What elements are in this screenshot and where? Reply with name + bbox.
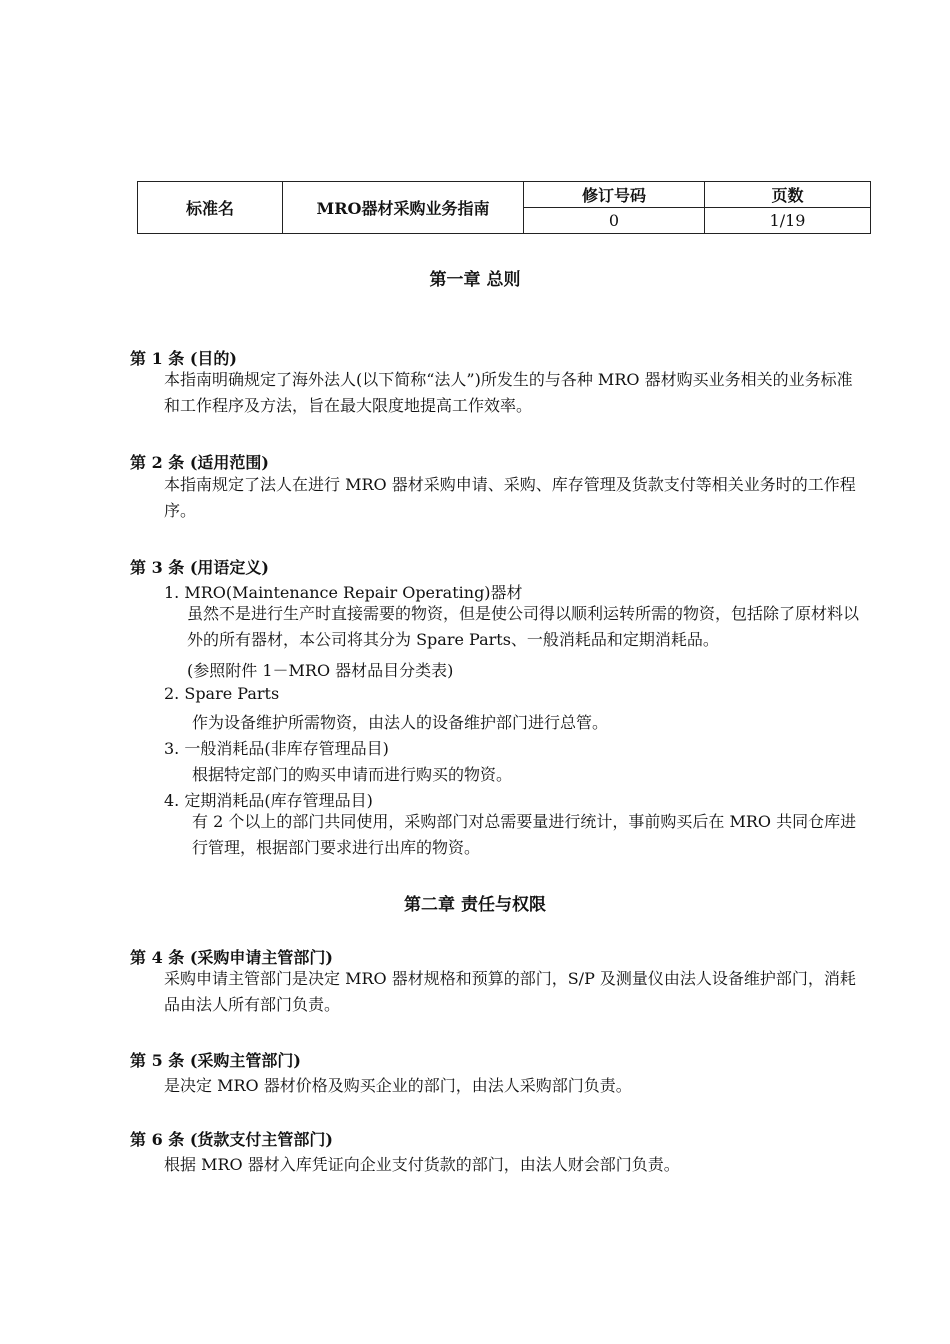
standard-name-value: MRO器材采购业务指南 (283, 182, 524, 234)
definition4-body: 有 2 个以上的部门共同使用，采购部门对总需要量进行统计，事前购买后在 MRO 共同仓库进行管理，根据部门要求进行出库的物资。 (192, 812, 857, 857)
article4-title: 第 4 条 (采购申请主管部门) (130, 948, 333, 967)
page-value: 1/19 (705, 208, 871, 234)
definition4-heading: 4. 定期消耗品(库存管理品目) (164, 791, 373, 810)
article4-body: 采购申请主管部门是决定 MRO 器材规格和预算的部门，S/P 及测量仪由法人设备维护部门，消耗品由法人所有部门负责。 (164, 969, 856, 1014)
chapter1-title: 第一章 总则 (429, 270, 521, 290)
revision-value: 0 (524, 208, 705, 234)
definition3-body: 根据特定部门的购买申请而进行购买的物资。 (192, 765, 513, 784)
definition1-body: 虽然不是进行生产时直接需要的物资，但是使公司得以顺利运转所需的物资，包括除了原材料以外的所有器材，本公司将其分为 Spare Parts、一般消耗品和定期消耗品。 (187, 604, 860, 649)
article6-body: 根据 MRO 器材入库凭证向企业支付货款的部门，由法人财会部门负责。 (164, 1155, 680, 1174)
article6-title: 第 6 条 (货款支付主管部门) (130, 1130, 333, 1149)
document-header-table (137, 181, 871, 234)
definition1-reference: (参照附件 1－MRO 器材品目分类表) (187, 661, 454, 680)
page-label: 页数 (705, 182, 871, 208)
definition3-heading: 3. 一般消耗品(非库存管理品目) (164, 739, 389, 758)
article3-title: 第 3 条 (用语定义) (130, 558, 269, 577)
definition2-heading: 2. Spare Parts (164, 684, 280, 703)
article2-body: 本指南规定了法人在进行 MRO 器材采购申请、采购、库存管理及货款支付等相关业务时的工作程序。 (164, 475, 856, 520)
definition1-heading: 1. MRO(Maintenance Repair Operating)器材 (164, 583, 523, 602)
standard-name-label: 标准名 (138, 182, 283, 234)
article2-title: 第 2 条 (适用范围) (130, 453, 269, 472)
article5-title: 第 5 条 (采购主管部门) (130, 1051, 301, 1070)
article1-body: 本指南明确规定了海外法人(以下简称“法人”)所发生的与各种 MRO 器材购买业务相关的业务标准和工作程序及方法，旨在最大限度地提高工作效率。 (164, 370, 853, 415)
article5-body: 是决定 MRO 器材价格及购买企业的部门，由法人采购部门负责。 (164, 1076, 632, 1095)
chapter2-title: 第二章 责任与权限 (404, 895, 546, 915)
revision-label: 修订号码 (524, 182, 705, 208)
article1-title: 第 1 条 (目的) (130, 349, 237, 368)
definition2-body: 作为设备维护所需物资，由法人的设备维护部门进行总管。 (192, 713, 609, 732)
